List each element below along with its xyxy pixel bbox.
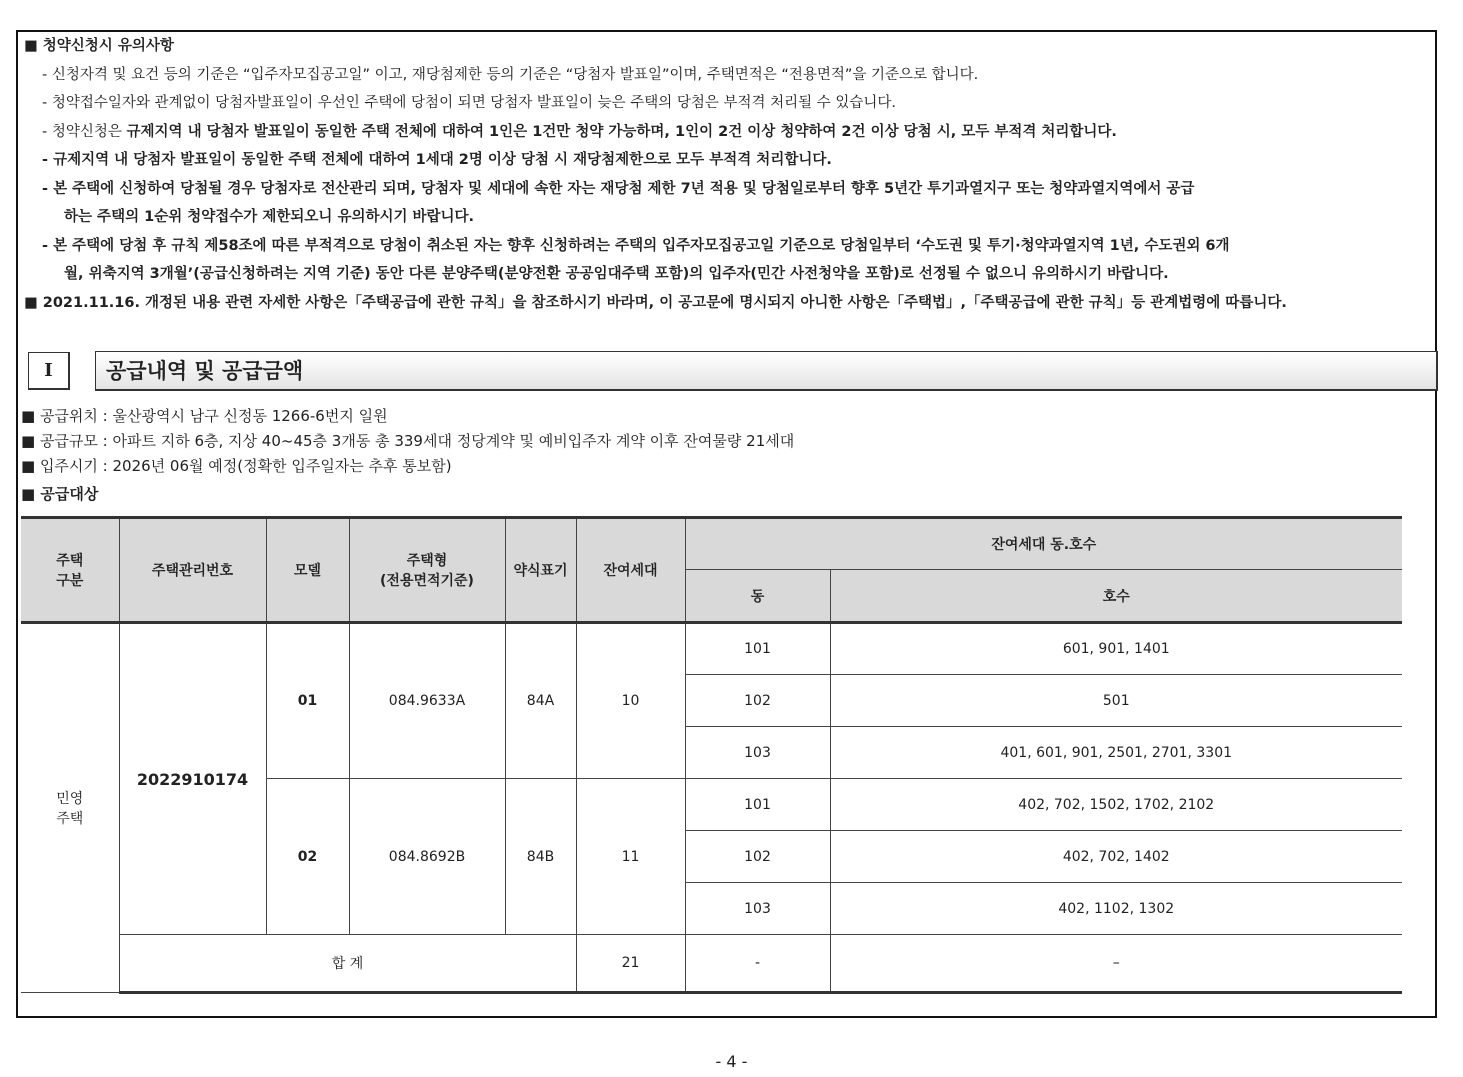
dong-cell: 101	[685, 779, 830, 831]
ho-cell: 402, 1102, 1302	[830, 883, 1402, 935]
section-title: 공급내역 및 공급금액	[95, 351, 1438, 391]
notice-item-2: - 청약접수일자와 관계없이 당첨자발표일이 우선인 주택에 당첨이 되면 당첨자 발표일이 늦은 주택의 당첨은 부적격 처리될 수 있습니다.	[42, 95, 896, 111]
housing-size-cell: 084.9633A	[349, 623, 505, 779]
housing-type-cell: 민영 주택	[21, 623, 119, 993]
notice-item-1: - 신청자격 및 요건 등의 기준은 “입주자모집공고일” 이고, 재당첨제한 등의 기준은 “당첨자 발표일”이며, 주택면적은 “전용면적”을 기준으로 합니다.	[42, 66, 979, 83]
model-cell: 02	[266, 779, 349, 935]
info-target: ■ 공급대상	[21, 485, 99, 503]
notice-item-6-line-2: 월, 위축지역 3개월’(공급신청하려는 지역 기준) 동안 다른 분양주택(분양전환 공공임대주택 포함)의 입주자(민간 사전청약을 포함)로 선정될 수 없으니 유의하시기 바랍니다.	[64, 266, 1169, 282]
notice-item-5-line-2: 하는 주택의 1순위 청약접수가 제한되오니 유의하시기 바랍니다.	[64, 209, 475, 225]
ho-cell: 401, 601, 901, 2501, 2701, 3301	[830, 727, 1402, 779]
total-label: 합 계	[119, 935, 576, 993]
notice-item-5-line-1: - 본 주택에 신청하여 당첨될 경우 당첨자로 전산관리 되며, 당첨자 및 세대에 속한 자는 재당첨 제한 7년 적용 및 당첨일로부터 향후 5년간 투기과열지구 또는 청약과열지역에서 공급	[42, 180, 1195, 197]
table-row	[21, 623, 1402, 675]
dong-cell: 102	[685, 675, 830, 727]
notice-item-3-bold: 규제지역 내 당첨자 발표일이 동일한 주택 전체에 대하여 1인은 1건만 청약 가능하며, 1인이 2건 이상 청약하여 2건 이상 당첨 시, 모두 부적격 처리합니다.	[126, 123, 1117, 140]
management-number-cell: 2022910174	[119, 623, 266, 935]
dong-cell: 103	[685, 883, 830, 935]
notice-footer: ■ 2021.11.16. 개정된 내용 관련 자세한 사항은「주택공급에 관한 규칙」을 참조하시기 바라며, 이 공고문에 명시되지 아니한 사항은「주택법」,「주택공급에 관한 규칙」등 관계법령에 따릅니다.	[24, 294, 1287, 311]
ho-cell: 402, 702, 1402	[830, 831, 1402, 883]
page-number: - 4 -	[715, 1052, 748, 1071]
ho-cell: 501	[830, 675, 1402, 727]
dong-cell: 101	[685, 623, 830, 675]
section-number: I	[28, 352, 70, 390]
abbreviation-cell: 84A	[505, 623, 576, 779]
total-remaining: 21	[576, 935, 685, 993]
notice-item-4: - 규제지역 내 당첨자 발표일이 동일한 주택 전체에 대하여 1세대 2명 이상 당첨 시 재당첨제한으로 모두 부적격 처리합니다.	[42, 152, 832, 168]
header-dong: 동	[685, 570, 830, 623]
housing-size-cell: 084.8692B	[349, 779, 505, 935]
header-remaining: 잔여세대	[576, 518, 685, 623]
dong-cell: 103	[685, 727, 830, 779]
notice-item-3-prefix: - 청약신청은	[42, 123, 127, 140]
model-cell: 01	[266, 623, 349, 779]
header-remaining-units: 잔여세대 동.호수	[685, 518, 1402, 570]
notice-block	[24, 32, 1436, 317]
supply-table	[21, 516, 1402, 994]
total-ho: –	[830, 935, 1402, 993]
header-ho: 호수	[830, 570, 1402, 623]
info-move-in: ■ 입주시기 : 2026년 06월 예정(정확한 입주일자는 추후 통보함)	[21, 457, 452, 475]
header-abbreviation: 약식표기	[505, 518, 576, 623]
notice-item-3	[24, 118, 1436, 147]
remaining-cell: 11	[576, 779, 685, 935]
info-scale: ■ 공급규모 : 아파트 지하 6층, 지상 40~45층 3개동 총 339세대 정당계약 및 예비입주자 계약 이후 잔여물량 21세대	[21, 432, 795, 450]
ho-cell: 402, 702, 1502, 1702, 2102	[830, 779, 1402, 831]
header-housing-type: 주택 구분	[21, 518, 119, 623]
notice-title: ■ 청약신청시 유의사항	[24, 38, 174, 54]
ho-cell: 601, 901, 1401	[830, 623, 1402, 675]
header-housing-size: 주택형 (전용면적기준)	[349, 518, 505, 623]
info-location: ■ 공급위치 : 울산광역시 남구 신정동 1266-6번지 일원	[21, 407, 388, 425]
header-management-number: 주택관리번호	[119, 518, 266, 623]
notice-item-6-line-1: - 본 주택에 당첨 후 규칙 제58조에 따른 부적격으로 당첨이 취소된 자는 향후 신청하려는 주택의 입주자모집공고일 기준으로 당첨일부터 ‘수도권 및 투기·청약과열지역 1년, 수도권외 6개	[42, 237, 1230, 254]
total-dong: -	[685, 935, 830, 993]
header-model: 모델	[266, 518, 349, 623]
remaining-cell: 10	[576, 623, 685, 779]
dong-cell: 102	[685, 831, 830, 883]
abbreviation-cell: 84B	[505, 779, 576, 935]
total-row	[21, 935, 1402, 993]
